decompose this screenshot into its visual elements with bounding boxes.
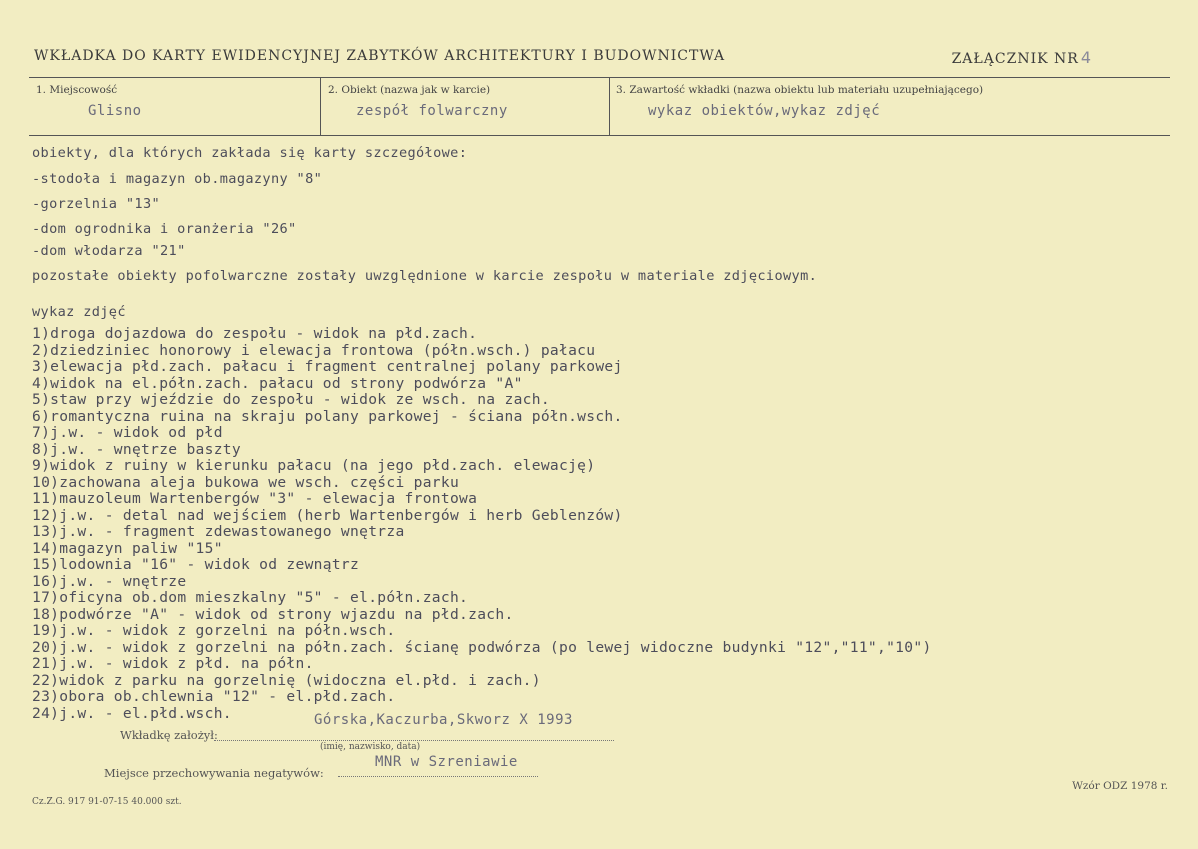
prepared-by-caption: (imię, nazwisko, data): [320, 742, 421, 752]
field-content-label: 3. Zawartość wkładki (nazwa obiektu lub materiału uzupełniającego): [616, 84, 984, 96]
negatives-line: [338, 776, 538, 777]
prepared-by-value: Górska,Kaczurba,Skworz X 1993: [314, 712, 573, 728]
negatives-label: Miejsce przechowywania negatywów:: [104, 766, 324, 780]
intro-line: obiekty, dla których zakłada się karty szczegółowe:: [32, 145, 468, 161]
intro-line: -dom ogrodnika i oranżeria "26": [32, 221, 297, 237]
intro-line: pozostałe obiekty pofolwarczne zostały uwzględnione w karcie zespołu w materiale zdjęciowym.: [32, 268, 818, 284]
photo-item: 8)j.w. - wnętrze baszty: [32, 440, 241, 458]
header-bottom-rule: [29, 135, 1170, 136]
prepared-by-label: Wkładkę założył:: [120, 728, 218, 742]
field-divider-2: [609, 78, 610, 135]
intro-line: -stodoła i magazyn ob.magazyny "8": [32, 171, 323, 187]
photo-item: 10)zachowana aleja bukowa we wsch. części parku: [32, 473, 460, 491]
photo-list: [32, 326, 932, 722]
field-divider-1: [320, 78, 321, 135]
field-locality-value: Glisno: [88, 103, 142, 119]
intro-line: -gorzelnia "13": [32, 196, 161, 212]
photo-item: 23)obora ob.chlewnia "12" - el.płd.zach.: [32, 688, 396, 705]
photos-heading: wykaz zdjęć: [32, 304, 126, 320]
negatives-value: MNR w Szreniawie: [375, 754, 518, 770]
photo-item: 15)lodownia "16" - widok od zewnątrz: [32, 556, 360, 573]
photo-item: 5)staw przy wjeździe do zespołu - widok ze wsch. na zach.: [32, 391, 550, 408]
photo-item: 11)mauzoleum Wartenbergów "3" - elewacja frontowa: [32, 490, 478, 507]
card-title: WKŁADKA DO KARTY EWIDENCYJNEJ ZABYTKÓW ARCHITEKTURY I BUDOWNICTWA: [34, 48, 726, 64]
field-locality-label: 1. Miejscowość: [36, 84, 118, 96]
form-code: Wzór ODZ 1978 r.: [1072, 780, 1168, 792]
print-code: Cz.Z.G. 917 91-07-15 40.000 szt.: [32, 797, 182, 807]
photo-item: 9)widok z ruiny w kierunku pałacu (na jego płd.zach. elewację): [32, 457, 596, 474]
intro-line: -dom włodarza "21": [32, 243, 186, 259]
header-top-rule: [29, 77, 1170, 78]
annex-label: [952, 48, 1092, 67]
photo-item: 16)j.w. - wnętrze: [32, 572, 187, 590]
photo-item: 2)dziedziniec honorowy i elewacja frontowa (półn.wsch.) pałacu: [32, 341, 596, 359]
photo-item: 18)podwórze "A" - widok od strony wjazdu na płd.zach.: [32, 605, 514, 623]
annex-label-text: ZAŁĄCZNIK NR: [951, 51, 1079, 67]
photo-item: 6)romantyczna ruina na skraju polany parkowej - ściana półn.wsch.: [32, 407, 623, 425]
photo-item: 19)j.w. - widok z gorzelni na półn.wsch.: [32, 622, 396, 639]
field-object-value: zespół folwarczny: [356, 103, 508, 119]
field-content-value: wykaz obiektów,wykaz zdjęć: [648, 103, 881, 119]
photo-item: 3)elewacja płd.zach. pałacu i fragment centralnej polany parkowej: [32, 358, 623, 375]
photo-item: 24)j.w. - el.płd.wsch.: [32, 704, 232, 722]
photo-item: 17)oficyna ob.dom mieszkalny "5" - el.półn.zach.: [32, 589, 469, 606]
photo-item: 12)j.w. - detal nad wejściem (herb Wartenbergów i herb Geblenzów): [32, 506, 623, 524]
prepared-by-line: [214, 740, 614, 741]
photo-item: 13)j.w. - fragment zdewastowanego wnętrza: [32, 523, 405, 540]
photo-item: 14)magazyn paliw "15": [32, 539, 223, 557]
photo-item: 4)widok na el.półn.zach. pałacu od strony podwórza "A": [32, 374, 523, 392]
photo-item: 7)j.w. - widok od płd: [32, 424, 223, 441]
photo-item: 21)j.w. - widok z płd. na półn.: [32, 655, 314, 672]
photo-item: 22)widok z parku na gorzelnię (widoczna el.płd. i zach.): [32, 671, 541, 689]
annex-number: 4: [1080, 48, 1092, 67]
photo-item: 1)droga dojazdowa do zespołu - widok na płd.zach.: [32, 325, 478, 342]
photo-item: 20)j.w. - widok z gorzelni na półn.zach. ścianę podwórza (po lewej widoczne budynki "12","11","10"): [32, 638, 932, 656]
field-object-label: 2. Obiekt (nazwa jak w karcie): [328, 84, 491, 96]
